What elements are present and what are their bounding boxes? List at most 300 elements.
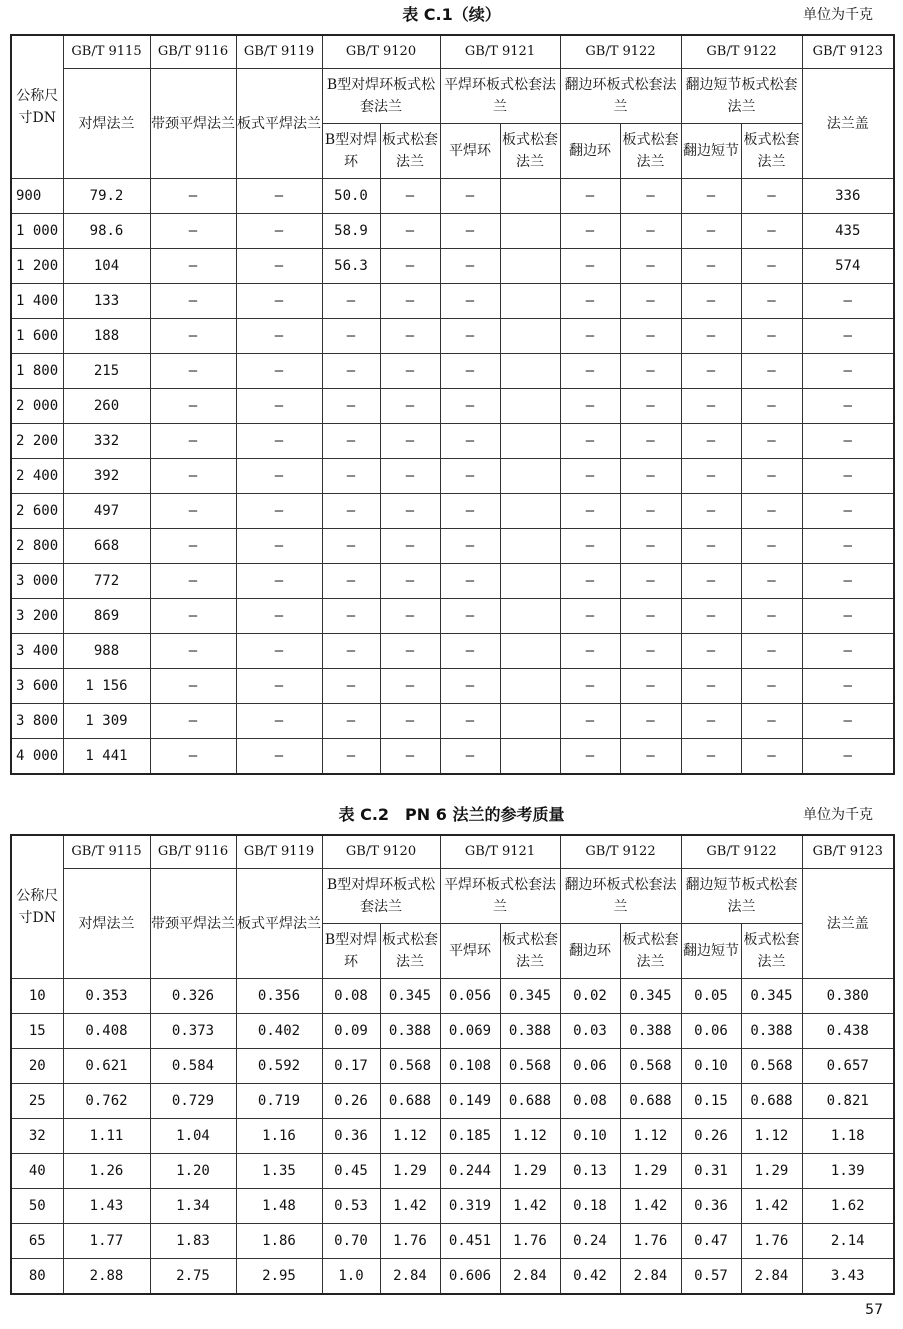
mass-cell: 1.12 [500, 1119, 560, 1154]
table1-unit: 单位为千克 [803, 7, 873, 23]
mass-cell: 2.75 [150, 1259, 236, 1295]
mass-cell: — [802, 599, 894, 634]
mass-cell: — [440, 494, 500, 529]
mass-cell: 0.36 [681, 1189, 741, 1224]
mass-cell: 0.069 [440, 1014, 500, 1049]
standard-header: GB/T 9121 [440, 35, 560, 69]
mass-cell: 869 [63, 599, 150, 634]
mass-cell: 0.15 [681, 1084, 741, 1119]
group-header: 板式平焊法兰 [236, 869, 322, 979]
mass-cell: 0.185 [440, 1119, 500, 1154]
mass-cell: 0.388 [620, 1014, 681, 1049]
mass-cell: 0.36 [322, 1119, 380, 1154]
mass-cell: — [236, 529, 322, 564]
mass-cell: 1.29 [620, 1154, 681, 1189]
mass-cell: 0.408 [63, 1014, 150, 1049]
mass-cell: — [322, 459, 380, 494]
mass-cell: 2.84 [741, 1259, 802, 1295]
table-row [11, 354, 894, 389]
sub-header: 板式松套法兰 [741, 124, 802, 179]
mass-cell: 0.06 [681, 1014, 741, 1049]
group-header: 翻边短节板式松套法兰 [681, 869, 802, 924]
mass-cell: — [741, 459, 802, 494]
mass-cell: 133 [63, 284, 150, 319]
mass-cell: 1.42 [620, 1189, 681, 1224]
mass-cell: — [440, 704, 500, 739]
mass-cell: 574 [802, 249, 894, 284]
mass-cell: — [802, 669, 894, 704]
mass-cell: — [681, 389, 741, 424]
table-row [11, 424, 894, 459]
mass-cell: — [681, 354, 741, 389]
mass-cell: — [741, 249, 802, 284]
mass-cell: — [741, 669, 802, 704]
mass-cell: 1.77 [63, 1224, 150, 1259]
table2 [10, 834, 895, 1295]
mass-cell: — [236, 389, 322, 424]
mass-cell: — [322, 564, 380, 599]
mass-cell: 0.388 [741, 1014, 802, 1049]
table-row [11, 979, 894, 1014]
dn-cell: 10 [11, 979, 63, 1014]
sub-header: 板式松套法兰 [500, 124, 560, 179]
standard-header: GB/T 9122 [681, 835, 802, 869]
page-number: 57 [865, 1302, 883, 1318]
mass-cell: — [741, 739, 802, 775]
mass-cell: — [681, 704, 741, 739]
table1 [10, 34, 895, 775]
mass-cell: — [322, 599, 380, 634]
mass-cell: — [741, 529, 802, 564]
mass-cell: — [236, 214, 322, 249]
mass-cell [500, 249, 560, 284]
mass-cell: — [150, 669, 236, 704]
dn-cell: 3 200 [11, 599, 63, 634]
table1-caption-row [10, 0, 893, 30]
mass-cell: — [380, 179, 440, 214]
mass-cell: — [440, 214, 500, 249]
mass-cell: 0.47 [681, 1224, 741, 1259]
mass-cell: 0.70 [322, 1224, 380, 1259]
mass-cell: 0.108 [440, 1049, 500, 1084]
table-row [11, 284, 894, 319]
mass-cell: — [150, 704, 236, 739]
dn-header: 公称尺寸DN [11, 835, 63, 979]
mass-cell: — [620, 354, 681, 389]
sub-header: B型对焊环 [322, 924, 380, 979]
mass-cell: — [440, 599, 500, 634]
mass-cell: — [380, 704, 440, 739]
mass-cell: — [802, 564, 894, 599]
mass-cell: — [380, 319, 440, 354]
mass-cell: — [560, 494, 620, 529]
mass-cell: 0.18 [560, 1189, 620, 1224]
mass-cell: 0.08 [560, 1084, 620, 1119]
table-row [11, 1049, 894, 1084]
mass-cell: 0.149 [440, 1084, 500, 1119]
mass-cell: — [741, 354, 802, 389]
mass-cell: 260 [63, 389, 150, 424]
standard-header: GB/T 9121 [440, 835, 560, 869]
mass-cell: 2.14 [802, 1224, 894, 1259]
mass-cell: 79.2 [63, 179, 150, 214]
dn-cell: 1 000 [11, 214, 63, 249]
mass-cell: 0.31 [681, 1154, 741, 1189]
mass-cell: — [236, 424, 322, 459]
mass-cell: 0.08 [322, 979, 380, 1014]
mass-cell: 1.35 [236, 1154, 322, 1189]
mass-cell: — [150, 424, 236, 459]
mass-cell [500, 389, 560, 424]
sub-header: 板式松套法兰 [620, 924, 681, 979]
mass-cell: — [620, 424, 681, 459]
mass-cell: 0.345 [741, 979, 802, 1014]
mass-cell: — [150, 179, 236, 214]
mass-cell: — [620, 179, 681, 214]
mass-cell: 1.04 [150, 1119, 236, 1154]
mass-cell: — [560, 669, 620, 704]
mass-cell: 1.76 [620, 1224, 681, 1259]
mass-cell [500, 214, 560, 249]
standard-header: GB/T 9115 [63, 835, 150, 869]
mass-cell: 1.86 [236, 1224, 322, 1259]
mass-cell: 0.345 [500, 979, 560, 1014]
mass-cell: — [560, 249, 620, 284]
mass-cell: — [236, 284, 322, 319]
dn-cell: 1 200 [11, 249, 63, 284]
mass-cell: 2.84 [620, 1259, 681, 1295]
mass-cell: — [236, 249, 322, 284]
mass-cell: 0.056 [440, 979, 500, 1014]
group-header: 平焊环板式松套法兰 [440, 869, 560, 924]
mass-cell: 0.42 [560, 1259, 620, 1295]
mass-cell: — [440, 669, 500, 704]
mass-cell: — [150, 319, 236, 354]
mass-cell: 0.53 [322, 1189, 380, 1224]
mass-cell: 0.688 [380, 1084, 440, 1119]
dn-cell: 50 [11, 1189, 63, 1224]
table-row [11, 564, 894, 599]
mass-cell: 0.45 [322, 1154, 380, 1189]
mass-cell: — [741, 704, 802, 739]
mass-cell: 1 156 [63, 669, 150, 704]
table-row [11, 494, 894, 529]
mass-cell: 1.12 [741, 1119, 802, 1154]
table-row [11, 1189, 894, 1224]
table-row [11, 704, 894, 739]
dn-cell: 3 600 [11, 669, 63, 704]
mass-cell: — [560, 634, 620, 669]
table1-caption: 表 C.1（续） [402, 5, 501, 24]
standard-header: GB/T 9120 [322, 835, 440, 869]
mass-cell: — [380, 494, 440, 529]
mass-cell: 0.762 [63, 1084, 150, 1119]
mass-cell: 1.16 [236, 1119, 322, 1154]
mass-cell: — [380, 669, 440, 704]
sub-header: 翻边短节 [681, 124, 741, 179]
mass-cell: — [620, 494, 681, 529]
mass-cell: 0.345 [380, 979, 440, 1014]
mass-cell: — [741, 389, 802, 424]
mass-cell: — [380, 564, 440, 599]
mass-cell: — [236, 179, 322, 214]
mass-cell [500, 634, 560, 669]
mass-cell: — [236, 599, 322, 634]
table-row [11, 319, 894, 354]
sub-header: 板式松套法兰 [380, 924, 440, 979]
mass-cell: 1.26 [63, 1154, 150, 1189]
standard-header: GB/T 9122 [560, 35, 681, 69]
mass-cell: — [620, 214, 681, 249]
mass-cell: — [681, 564, 741, 599]
mass-cell: 50.0 [322, 179, 380, 214]
sub-header: 翻边短节 [681, 924, 741, 979]
group-header: 翻边环板式松套法兰 [560, 69, 681, 124]
mass-cell: — [560, 319, 620, 354]
mass-cell: 988 [63, 634, 150, 669]
mass-cell: 497 [63, 494, 150, 529]
mass-cell: — [620, 284, 681, 319]
mass-cell [500, 564, 560, 599]
mass-cell: — [620, 249, 681, 284]
mass-cell: — [380, 599, 440, 634]
mass-cell: — [150, 634, 236, 669]
mass-cell: — [150, 354, 236, 389]
mass-cell: — [380, 529, 440, 564]
mass-cell: — [150, 564, 236, 599]
mass-cell: — [236, 459, 322, 494]
table-row [11, 529, 894, 564]
mass-cell: — [681, 599, 741, 634]
dn-header: 公称尺寸DN [11, 35, 63, 179]
mass-cell: — [681, 214, 741, 249]
mass-cell: — [620, 459, 681, 494]
mass-cell: — [440, 249, 500, 284]
mass-cell: — [150, 599, 236, 634]
mass-cell: 0.326 [150, 979, 236, 1014]
mass-cell: — [741, 284, 802, 319]
mass-cell: — [560, 214, 620, 249]
mass-cell: — [802, 739, 894, 775]
mass-cell: — [802, 354, 894, 389]
dn-cell: 2 800 [11, 529, 63, 564]
mass-cell: — [681, 529, 741, 564]
standard-header: GB/T 9122 [681, 35, 802, 69]
mass-cell: 0.438 [802, 1014, 894, 1049]
standard-header: GB/T 9119 [236, 35, 322, 69]
standard-header: GB/T 9123 [802, 835, 894, 869]
dn-cell: 25 [11, 1084, 63, 1119]
group-header: 翻边环板式松套法兰 [560, 869, 681, 924]
mass-cell: 336 [802, 179, 894, 214]
sub-header: 板式松套法兰 [380, 124, 440, 179]
mass-cell: — [681, 739, 741, 775]
mass-cell: — [741, 564, 802, 599]
dn-cell: 2 400 [11, 459, 63, 494]
mass-cell: — [560, 739, 620, 775]
mass-cell: 1.48 [236, 1189, 322, 1224]
mass-cell: — [802, 284, 894, 319]
mass-cell: — [236, 494, 322, 529]
mass-cell: — [150, 529, 236, 564]
mass-cell: 0.57 [681, 1259, 741, 1295]
mass-cell: — [440, 634, 500, 669]
standard-header: GB/T 9116 [150, 35, 236, 69]
mass-cell: 332 [63, 424, 150, 459]
mass-cell: 0.09 [322, 1014, 380, 1049]
mass-cell: 1.12 [620, 1119, 681, 1154]
mass-cell: — [150, 389, 236, 424]
mass-cell: 0.353 [63, 979, 150, 1014]
mass-cell: — [560, 704, 620, 739]
group-header: 翻边短节板式松套法兰 [681, 69, 802, 124]
mass-cell: — [440, 564, 500, 599]
mass-cell: — [236, 739, 322, 775]
mass-cell [500, 354, 560, 389]
sub-header: B型对焊环 [322, 124, 380, 179]
mass-cell: 0.26 [322, 1084, 380, 1119]
mass-cell: — [440, 319, 500, 354]
group-header: 板式平焊法兰 [236, 69, 322, 179]
mass-cell: 0.657 [802, 1049, 894, 1084]
mass-cell: — [802, 494, 894, 529]
standard-header: GB/T 9119 [236, 835, 322, 869]
table-row [11, 739, 894, 775]
mass-cell: 98.6 [63, 214, 150, 249]
mass-cell [500, 179, 560, 214]
mass-cell: — [560, 354, 620, 389]
mass-cell: — [150, 459, 236, 494]
mass-cell: — [620, 529, 681, 564]
mass-cell [500, 599, 560, 634]
group-header: 平焊环板式松套法兰 [440, 69, 560, 124]
mass-cell: — [681, 494, 741, 529]
dn-cell: 3 800 [11, 704, 63, 739]
table-row [11, 1014, 894, 1049]
mass-cell [500, 739, 560, 775]
mass-cell: 0.10 [681, 1049, 741, 1084]
mass-cell: 0.06 [560, 1049, 620, 1084]
table-row [11, 389, 894, 424]
mass-cell: — [741, 494, 802, 529]
dn-cell: 3 000 [11, 564, 63, 599]
mass-cell: — [560, 424, 620, 459]
mass-cell: — [322, 739, 380, 775]
mass-cell [500, 669, 560, 704]
mass-cell: 0.451 [440, 1224, 500, 1259]
mass-cell: — [236, 354, 322, 389]
mass-cell: — [620, 704, 681, 739]
mass-cell: 1.62 [802, 1189, 894, 1224]
group-header: B型对焊环板式松套法兰 [322, 869, 440, 924]
mass-cell: — [236, 634, 322, 669]
mass-cell: 188 [63, 319, 150, 354]
dn-cell: 1 800 [11, 354, 63, 389]
standard-header: GB/T 9115 [63, 35, 150, 69]
table-row [11, 214, 894, 249]
mass-cell: 0.380 [802, 979, 894, 1014]
mass-cell: 1 441 [63, 739, 150, 775]
mass-cell: 1.43 [63, 1189, 150, 1224]
mass-cell: — [380, 214, 440, 249]
mass-cell: 1.76 [500, 1224, 560, 1259]
mass-cell: 0.24 [560, 1224, 620, 1259]
mass-cell: — [440, 529, 500, 564]
mass-cell: 0.319 [440, 1189, 500, 1224]
mass-cell: 0.688 [620, 1084, 681, 1119]
mass-cell: — [620, 319, 681, 354]
mass-cell: — [236, 669, 322, 704]
table2-caption-row [10, 800, 893, 830]
mass-cell: — [322, 494, 380, 529]
mass-cell: 1 309 [63, 704, 150, 739]
mass-cell: 0.402 [236, 1014, 322, 1049]
mass-cell [500, 529, 560, 564]
mass-cell: — [560, 284, 620, 319]
mass-cell: — [620, 389, 681, 424]
dn-cell: 2 600 [11, 494, 63, 529]
mass-cell: — [741, 319, 802, 354]
mass-cell: 0.388 [380, 1014, 440, 1049]
mass-cell: 1.42 [741, 1189, 802, 1224]
mass-cell: — [236, 704, 322, 739]
dn-cell: 1 600 [11, 319, 63, 354]
mass-cell: — [440, 459, 500, 494]
mass-cell: 2.84 [500, 1259, 560, 1295]
mass-cell: — [322, 704, 380, 739]
mass-cell: 0.373 [150, 1014, 236, 1049]
table-row [11, 1224, 894, 1259]
mass-cell: 215 [63, 354, 150, 389]
mass-cell: — [681, 634, 741, 669]
mass-cell: 0.688 [500, 1084, 560, 1119]
mass-cell: — [802, 389, 894, 424]
mass-cell: 668 [63, 529, 150, 564]
mass-cell: — [560, 389, 620, 424]
mass-cell: — [236, 564, 322, 599]
mass-cell: 0.05 [681, 979, 741, 1014]
dn-cell: 65 [11, 1224, 63, 1259]
mass-cell: 0.388 [500, 1014, 560, 1049]
group-header: 对焊法兰 [63, 69, 150, 179]
table-row [11, 1154, 894, 1189]
standard-header: GB/T 9122 [560, 835, 681, 869]
mass-cell: 2.88 [63, 1259, 150, 1295]
mass-cell: — [741, 599, 802, 634]
mass-cell: 56.3 [322, 249, 380, 284]
mass-cell: — [802, 319, 894, 354]
mass-cell: — [681, 424, 741, 459]
mass-cell: — [322, 319, 380, 354]
mass-cell: — [150, 739, 236, 775]
mass-cell: 0.345 [620, 979, 681, 1014]
standard-header: GB/T 9120 [322, 35, 440, 69]
mass-cell: 0.568 [741, 1049, 802, 1084]
dn-cell: 4 000 [11, 739, 63, 775]
group-header: 对焊法兰 [63, 869, 150, 979]
mass-cell: — [620, 634, 681, 669]
dn-cell: 15 [11, 1014, 63, 1049]
mass-cell: — [322, 669, 380, 704]
mass-cell: 0.13 [560, 1154, 620, 1189]
table-row [11, 459, 894, 494]
mass-cell: 0.26 [681, 1119, 741, 1154]
mass-cell: — [802, 529, 894, 564]
mass-cell: — [322, 389, 380, 424]
mass-cell: 0.03 [560, 1014, 620, 1049]
table-row [11, 179, 894, 214]
dn-cell: 1 400 [11, 284, 63, 319]
